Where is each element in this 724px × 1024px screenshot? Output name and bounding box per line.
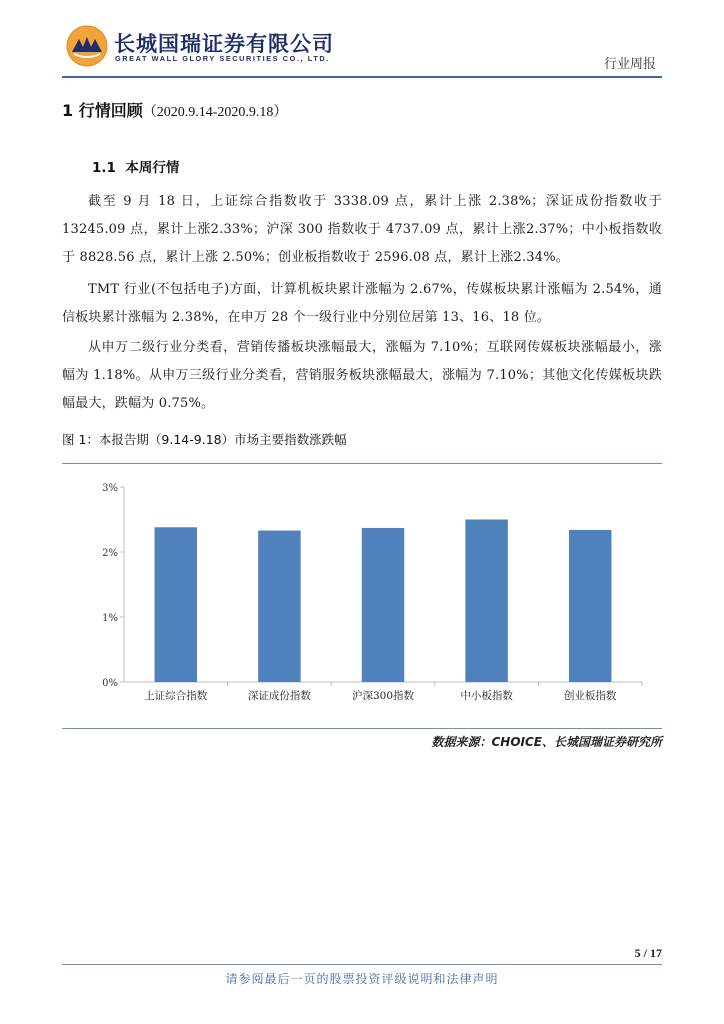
paragraph-index-summary: 截至 9 月 18 日，上证综合指数收于 3338.09 点，累计上涨 2.38%；深证成份指数收于 13245.09 点，累计上涨2.33%；沪深 300 指数收于 4737.09 点，累计上涨2.37%；中小板指数收于 8828.56 点，累计上涨 2.50%；创业板指数收于 2596.08 点，累计上涨2.34%。	[62, 194, 662, 265]
page-number	[635, 946, 662, 961]
bar-2	[258, 531, 300, 682]
figure-caption: 图 1：本报告期（9.14-9.18）市场主要指数涨跌幅	[62, 432, 347, 447]
page-separator: /	[643, 946, 647, 960]
figure-source-note: 数据来源：CHOICE、长城国瑞证券研究所	[431, 735, 662, 749]
section-title: 行情回顾	[78, 101, 143, 120]
paragraph-tmt-summary: TMT 行业(不包括电子)方面，计算机板块累计涨幅为 2.67%，传媒板块累计涨幅为 2.54%，通信板块累计涨幅为 2.38%，在申万 28 个一级行业中分别位居第 13、16、18 位。	[62, 282, 662, 325]
report-type-label: 行业周报	[603, 57, 656, 72]
section-number: 1	[62, 101, 74, 120]
brand-name-cn: 长城国瑞证券有限公司	[114, 32, 334, 56]
x-tick-label: 上证综合指数	[144, 690, 208, 702]
y-tick-label: 3%	[102, 483, 118, 494]
bar-3	[362, 528, 404, 682]
subsection-number: 1.1	[92, 160, 116, 176]
x-tick-label: 深证成份指数	[247, 690, 311, 702]
y-tick-label: 0%	[102, 678, 118, 689]
figure-bottom-divider	[62, 728, 662, 729]
disclaimer-note: 请参阅最后一页的股票投资评级说明和法律声明	[225, 972, 499, 986]
section-date-range: （2020.9.14-2020.9.18）	[142, 105, 288, 120]
index-change-bar-chart	[62, 470, 662, 720]
paragraph-subsector-summary: 从申万二级行业分类看，营销传播板块涨幅最大，涨幅为 7.10%；互联网传媒板块涨幅最小，涨幅为 1.18%。从申万三级行业分类看，营销服务板块涨幅最大，涨幅为 7.10%；其他文化传媒板块跌幅最大，跌幅为 0.75%。	[62, 340, 662, 411]
company-logo-icon	[66, 25, 108, 67]
bar-5	[569, 530, 611, 682]
subsection-title: 本周行情	[125, 160, 180, 176]
bar-4	[465, 520, 507, 683]
header-divider	[62, 76, 662, 78]
footer-divider	[62, 964, 662, 965]
x-tick-label: 中小板指数	[460, 690, 513, 702]
page-total: 17	[650, 946, 662, 960]
bar-1	[155, 527, 197, 682]
section-heading-1-1	[92, 156, 179, 176]
x-tick-label: 沪深300指数	[351, 690, 415, 702]
section-heading-1	[62, 98, 287, 121]
page-current: 5	[634, 946, 641, 960]
x-tick-label: 创业板指数	[563, 690, 617, 702]
y-tick-label: 2%	[102, 548, 118, 559]
brand-name-en: GREAT WALL GLORY SECURITIES CO., LTD.	[115, 54, 330, 63]
figure-top-divider	[62, 463, 662, 464]
y-tick-label: 1%	[102, 613, 118, 624]
